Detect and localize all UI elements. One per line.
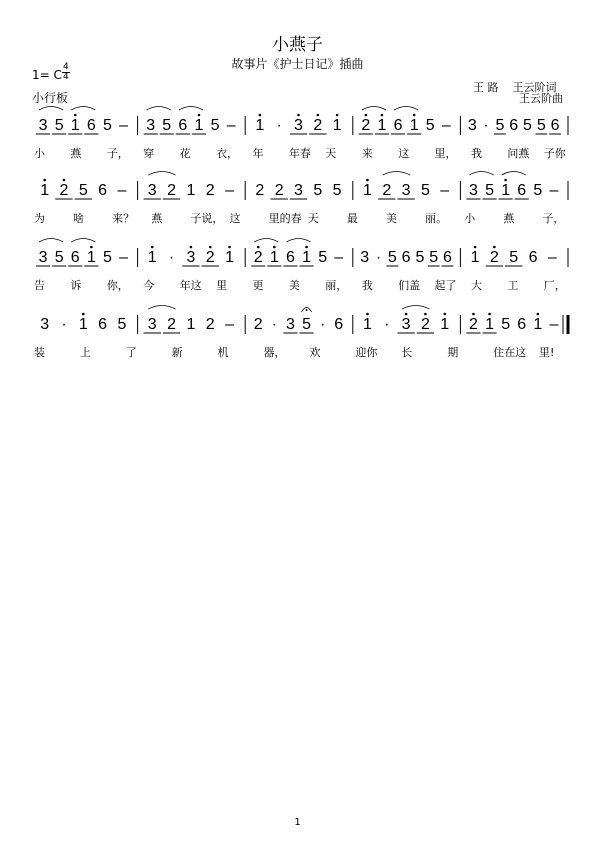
note: 2 xyxy=(382,182,392,199)
lyric: 衣， xyxy=(216,147,239,160)
note: 5 xyxy=(210,117,220,134)
lyric: 年 xyxy=(252,147,264,160)
lyric: 丽。 xyxy=(425,212,448,225)
octave-dot xyxy=(366,179,369,182)
note: 6 xyxy=(401,249,411,266)
octave-dot xyxy=(190,246,193,249)
note: 6 xyxy=(98,182,108,199)
note: 1 xyxy=(86,249,96,266)
note: 6 xyxy=(178,117,188,134)
octave-dot xyxy=(405,313,408,316)
lyric: 来 xyxy=(361,147,373,160)
lyric: 天 xyxy=(307,212,319,225)
slur xyxy=(362,107,386,111)
octave-dot xyxy=(198,114,201,117)
lyric: 这 xyxy=(229,212,241,225)
note: 5 xyxy=(536,117,546,134)
lyric: 丽， xyxy=(325,279,348,292)
note: 6 xyxy=(70,249,80,266)
note: 2 xyxy=(255,182,265,199)
lyric: 了 xyxy=(125,346,137,359)
lyric: 新 xyxy=(171,346,183,359)
note: 3 xyxy=(360,249,370,266)
lyric: 燕 xyxy=(151,212,163,225)
note: – xyxy=(549,316,559,333)
slur xyxy=(179,107,203,111)
song-title: 小燕子 xyxy=(272,35,323,55)
note: 5 xyxy=(54,117,64,134)
lyric: 美 xyxy=(386,212,397,225)
note: 5 xyxy=(485,182,495,199)
note: 2 xyxy=(59,182,69,199)
note: 3 xyxy=(294,182,303,199)
slur xyxy=(148,306,175,310)
note: 1 xyxy=(440,316,450,333)
octave-dot xyxy=(273,246,276,249)
note: 5 xyxy=(429,249,439,266)
note: – xyxy=(225,182,234,199)
lyric: 期 xyxy=(447,346,459,359)
note: 2 xyxy=(167,316,177,333)
lyric: 这 xyxy=(398,147,410,160)
note: 3 xyxy=(294,117,303,134)
note: 5 xyxy=(302,316,312,333)
note: 1 xyxy=(363,316,372,333)
slur xyxy=(254,239,278,243)
octave-dot xyxy=(443,313,446,316)
note: 6 xyxy=(393,117,403,134)
note: 2 xyxy=(420,316,430,333)
lyric: 我 xyxy=(470,147,482,160)
note: 1 xyxy=(186,316,196,333)
song-subtitle: 故事片《护士日记》插曲 xyxy=(231,57,364,71)
slur xyxy=(402,306,429,310)
note: 3 xyxy=(38,117,48,134)
octave-dot xyxy=(297,114,300,117)
note: 2 xyxy=(205,249,215,266)
note: 6 xyxy=(509,117,519,134)
lyric: 小 xyxy=(34,147,45,160)
note: · xyxy=(271,316,278,333)
note: 3 xyxy=(40,316,50,333)
note: 1 xyxy=(485,316,495,333)
note: 2 xyxy=(167,182,177,199)
note: 1 xyxy=(470,249,480,266)
note: 3 xyxy=(186,249,196,266)
note: 5 xyxy=(501,316,511,333)
note: · xyxy=(61,316,67,333)
slur xyxy=(469,172,493,176)
lyric: 起了 xyxy=(434,279,457,292)
lyric: 你， xyxy=(106,279,129,292)
octave-dot xyxy=(257,246,260,249)
lyric: 器， xyxy=(263,346,286,359)
lyric: 告 xyxy=(34,279,45,292)
note: 2 xyxy=(253,316,263,333)
note: 6 xyxy=(86,117,96,134)
lyric: 迎你 xyxy=(355,346,378,359)
note: 1 xyxy=(363,182,372,199)
lyric: 子， xyxy=(106,147,129,160)
note: 1 xyxy=(533,316,543,333)
page-number: 1 xyxy=(294,817,301,828)
note: 1 xyxy=(302,249,312,266)
note: 1 xyxy=(147,249,157,266)
note: 3 xyxy=(468,182,478,199)
octave-dot xyxy=(381,114,384,117)
note: · xyxy=(384,316,390,333)
note: – xyxy=(226,117,236,134)
octave-dot xyxy=(424,313,427,316)
note: 2 xyxy=(468,316,478,333)
note: – xyxy=(225,316,234,333)
lyric: 子说， xyxy=(190,212,224,225)
note: 1 xyxy=(186,182,196,199)
note: 1 xyxy=(269,249,279,266)
note: 5 xyxy=(313,182,323,199)
note: 2 xyxy=(205,182,215,199)
note: 2 xyxy=(253,249,263,266)
lyric: 穿 xyxy=(143,147,155,160)
octave-dot xyxy=(493,246,496,249)
octave-dot xyxy=(504,179,507,182)
note: 3 xyxy=(401,182,411,199)
note: – xyxy=(549,182,559,199)
lyric: 里的春 xyxy=(268,212,302,225)
octave-dot xyxy=(305,246,308,249)
octave-dot xyxy=(74,114,77,117)
note: 6 xyxy=(98,316,108,333)
octave-dot xyxy=(228,246,231,249)
octave-dot xyxy=(474,246,477,249)
note: 2 xyxy=(205,316,215,333)
lyric: 燕 xyxy=(503,212,515,225)
note: 3 xyxy=(147,316,157,333)
note: 3 xyxy=(285,316,295,333)
lyric: 长 xyxy=(401,346,413,359)
note: – xyxy=(119,117,129,134)
lyric: 机 xyxy=(217,346,229,359)
note: · xyxy=(276,117,282,134)
lyric: 天 xyxy=(325,147,337,160)
lyric: 大 xyxy=(470,279,482,292)
note: 1 xyxy=(70,117,80,134)
note: 5 xyxy=(387,249,397,266)
lyric: 工 xyxy=(507,279,519,292)
slur xyxy=(148,172,175,176)
note: – xyxy=(334,249,344,266)
lyric: 们盖 xyxy=(398,279,421,292)
octave-dot xyxy=(259,114,262,117)
octave-dot xyxy=(537,313,540,316)
octave-dot xyxy=(366,313,369,316)
time-signature-numerator: 4 xyxy=(63,62,69,72)
note: 3 xyxy=(146,117,156,134)
lyric: 花 xyxy=(179,147,191,160)
composer-credit: 王云阶曲 xyxy=(519,92,563,105)
note: 3 xyxy=(401,316,411,333)
note: 5 xyxy=(509,249,519,266)
note: 3 xyxy=(38,249,48,266)
octave-dot xyxy=(82,313,85,316)
tempo-marking: 小行板 xyxy=(32,91,69,105)
key-signature: 1= C xyxy=(32,68,62,82)
note: · xyxy=(483,117,489,134)
note: 5 xyxy=(117,316,127,333)
octave-dot xyxy=(488,313,491,316)
lyric: 诉 xyxy=(70,279,82,292)
note: 6 xyxy=(517,316,527,333)
note: 5 xyxy=(415,249,425,266)
slur xyxy=(502,172,526,176)
note: – xyxy=(547,249,557,266)
lyric: 子你 xyxy=(543,147,566,160)
note: · xyxy=(168,249,175,266)
note: 2 xyxy=(489,249,499,266)
note: 1 xyxy=(225,249,234,266)
note: 2 xyxy=(361,117,371,134)
note: 5 xyxy=(162,117,172,134)
octave-dot xyxy=(151,246,154,249)
octave-dot xyxy=(336,114,339,117)
note: – xyxy=(440,182,450,199)
slur xyxy=(394,107,418,111)
slur xyxy=(286,239,310,243)
note: 6 xyxy=(334,316,344,333)
note: 5 xyxy=(78,182,88,199)
lyric: 上 xyxy=(79,346,91,359)
note: 5 xyxy=(420,182,430,199)
slur xyxy=(39,107,63,111)
lyric: 为 xyxy=(34,212,45,225)
slur xyxy=(71,107,95,111)
lyric: 里 xyxy=(216,279,228,292)
note: – xyxy=(117,182,127,199)
lyric: 厂， xyxy=(543,279,566,292)
octave-dot xyxy=(317,114,320,117)
octave-dot xyxy=(43,179,46,182)
note: 5 xyxy=(523,117,532,134)
note: 5 xyxy=(533,182,543,199)
note: 5 xyxy=(425,117,435,134)
note: – xyxy=(119,249,129,266)
lyric: 最 xyxy=(346,212,358,225)
note: – xyxy=(441,117,451,134)
note: 1 xyxy=(255,117,265,134)
lyric: 年这 xyxy=(179,279,202,292)
octave-dot xyxy=(413,114,416,117)
lyric: 住在这 xyxy=(493,346,527,359)
note: 6 xyxy=(550,117,560,134)
lyric: 我 xyxy=(361,279,373,292)
note: 5 xyxy=(102,249,112,266)
octave-dot xyxy=(90,246,93,249)
note: 1 xyxy=(409,117,419,134)
note: 5 xyxy=(54,249,64,266)
time-signature-denominator: 4 xyxy=(63,72,69,82)
note: 6 xyxy=(517,182,527,199)
note: 5 xyxy=(495,117,505,134)
lyric: 里! xyxy=(539,346,555,359)
lyric: 里， xyxy=(434,147,457,160)
lyric: 燕 xyxy=(70,147,82,160)
note: · xyxy=(319,316,326,333)
lyric: 更 xyxy=(252,279,264,292)
note: 5 xyxy=(332,182,342,199)
note: 6 xyxy=(528,249,538,266)
octave-dot xyxy=(63,179,66,182)
note: 3 xyxy=(147,182,157,199)
octave-dot xyxy=(365,114,368,117)
slur xyxy=(71,239,95,243)
slur xyxy=(147,107,171,111)
lyric: 装 xyxy=(34,346,45,359)
note: 2 xyxy=(313,117,323,134)
lyric: 子， xyxy=(542,212,565,225)
lyricist-name: 王 路 xyxy=(473,81,499,94)
note: 1 xyxy=(501,182,511,199)
note: 2 xyxy=(274,182,284,199)
lyric: 欢 xyxy=(309,346,321,359)
note: 5 xyxy=(318,249,328,266)
note: 1 xyxy=(40,182,50,199)
slur xyxy=(39,239,63,243)
note: 5 xyxy=(102,117,112,134)
lyric: 小 xyxy=(464,212,476,225)
note: 6 xyxy=(285,249,295,266)
octave-dot xyxy=(472,313,475,316)
fermata-dot xyxy=(306,309,308,311)
octave-dot xyxy=(209,246,212,249)
note: 6 xyxy=(443,249,452,266)
slur xyxy=(383,172,410,176)
lyric: 今 xyxy=(143,279,155,292)
note: · xyxy=(375,249,382,266)
note: 1 xyxy=(194,117,204,134)
note: 3 xyxy=(467,117,477,134)
lyric: 问燕 xyxy=(507,147,530,160)
lyric: 来？ xyxy=(112,212,135,225)
lyric: 啥 xyxy=(73,212,85,225)
lyric: 美 xyxy=(288,279,300,292)
note: 1 xyxy=(78,316,88,333)
lyric: 年春 xyxy=(288,147,311,160)
note: 1 xyxy=(332,117,342,134)
lyricist-credit: 王云阶词 xyxy=(512,81,557,94)
note: 1 xyxy=(377,117,387,134)
